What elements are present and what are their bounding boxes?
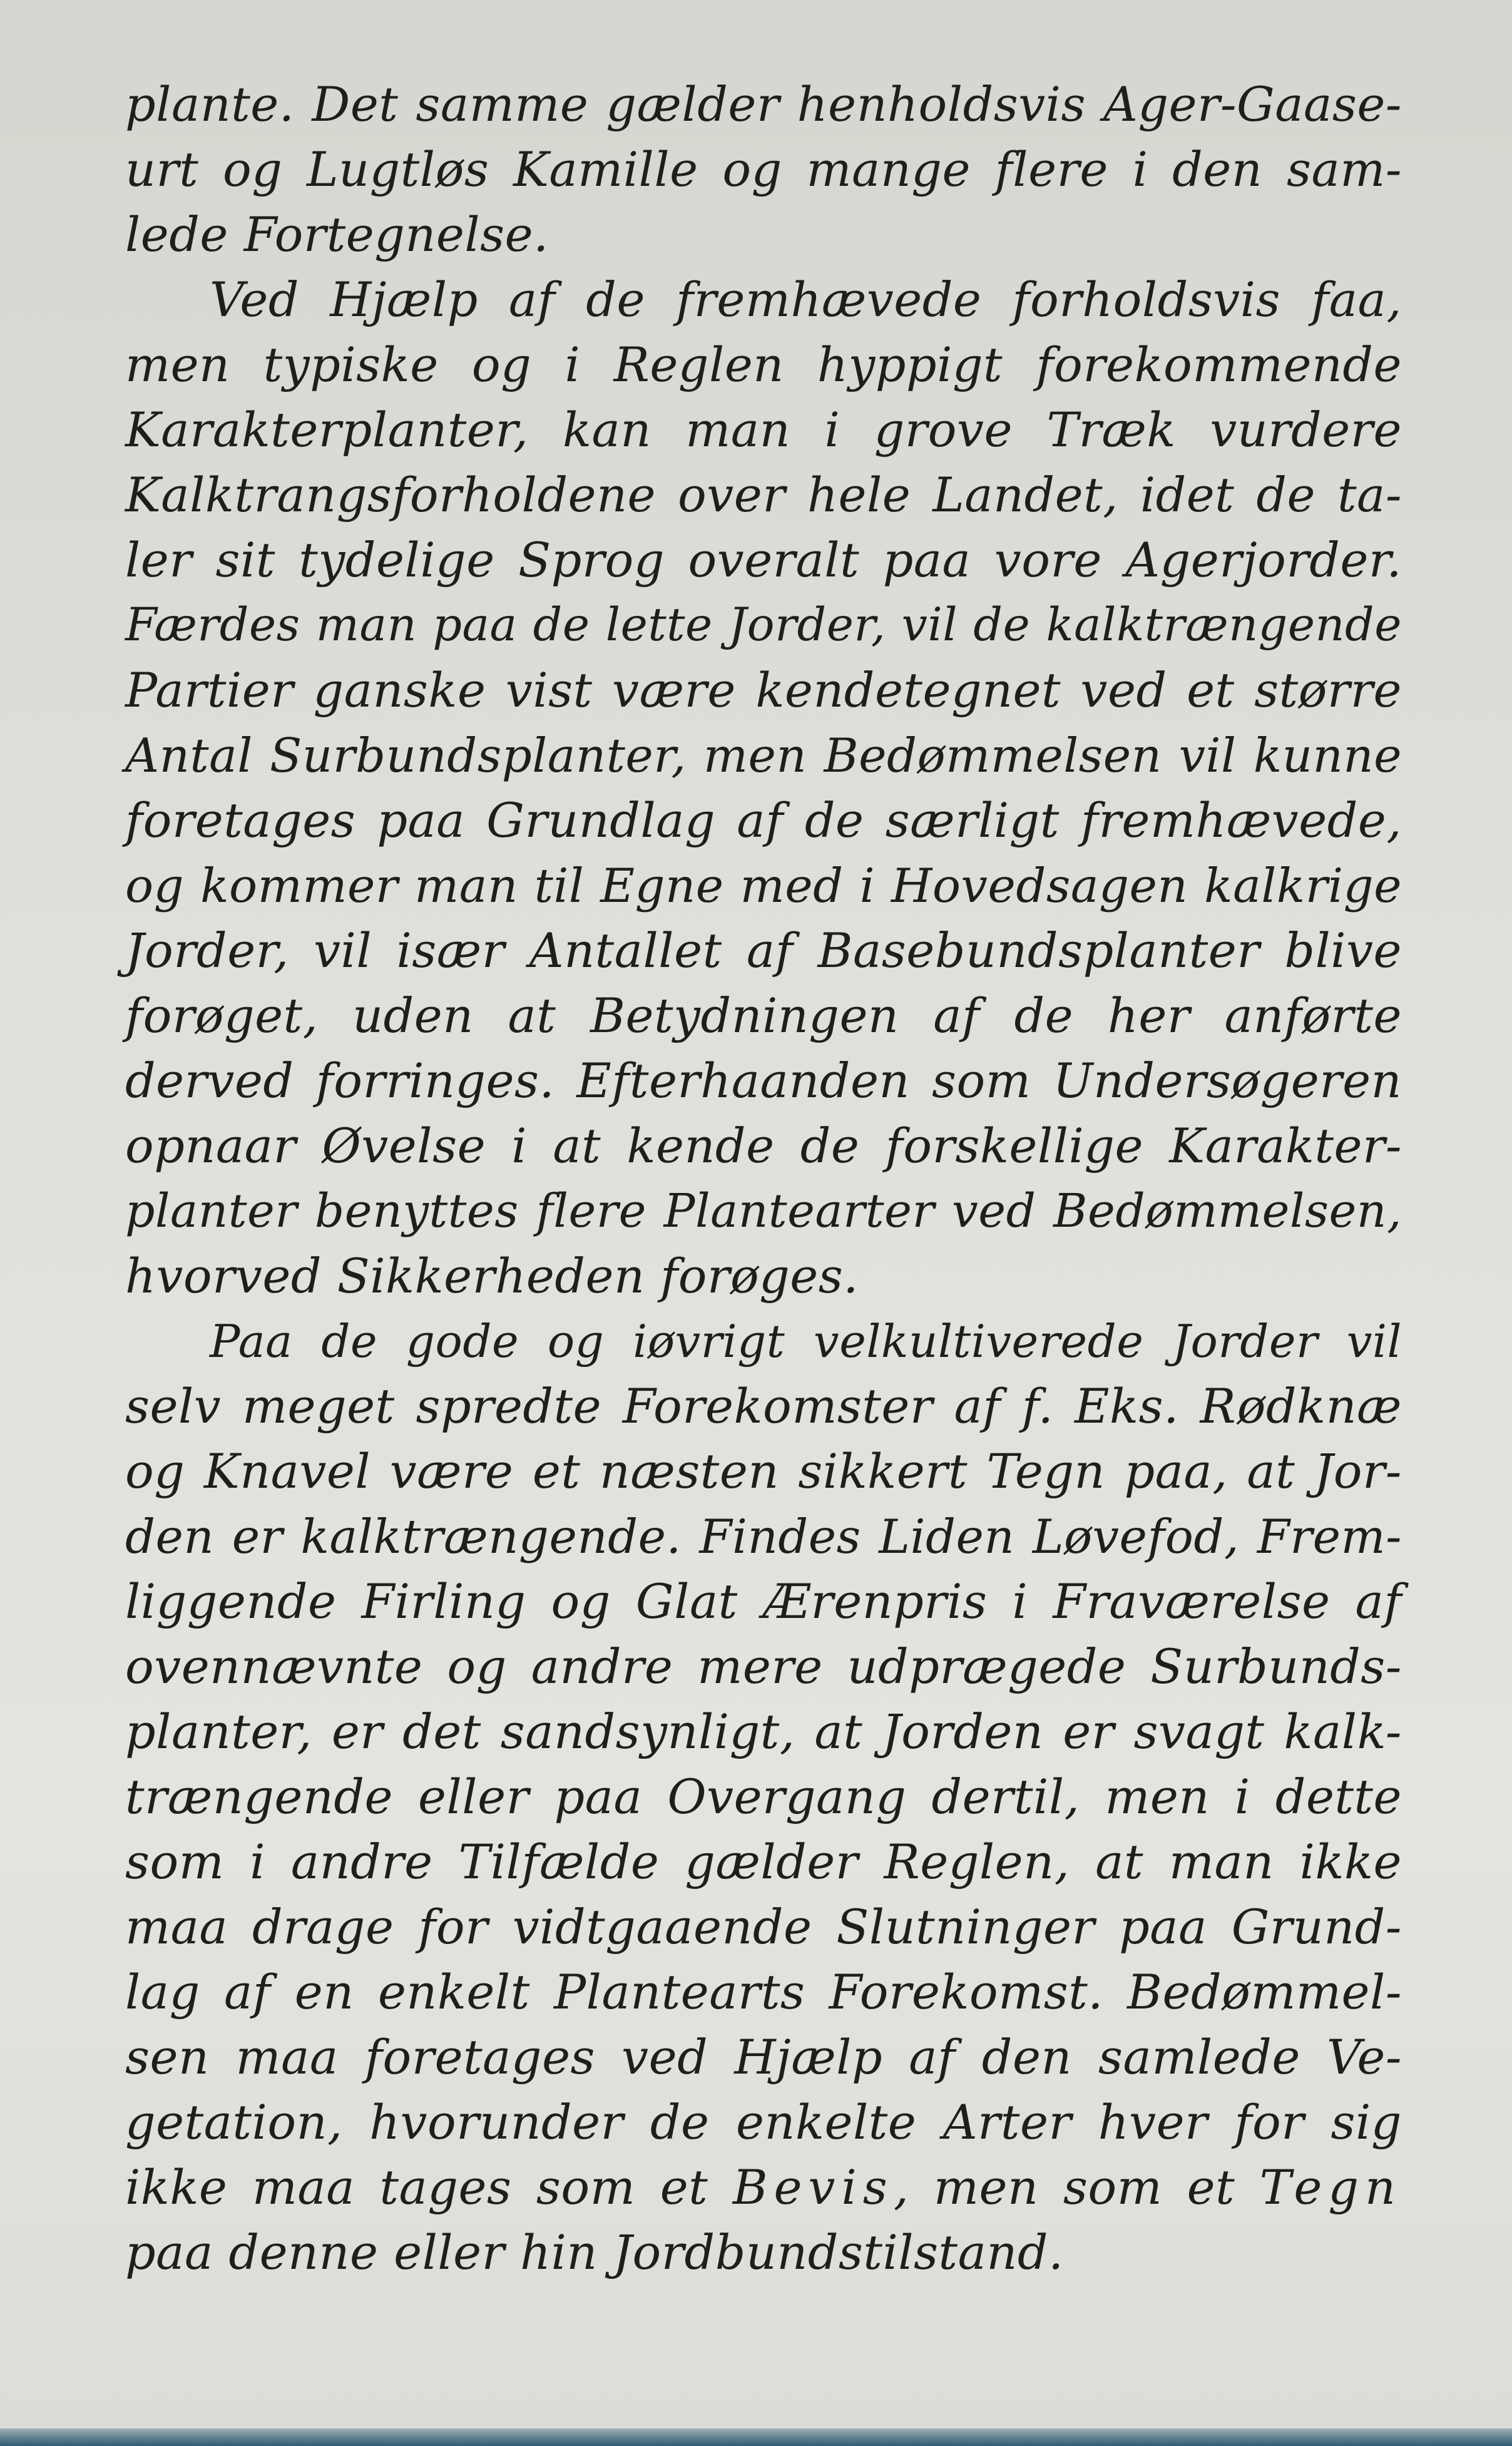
text-line: getation, hvorunder de enkelte Arter hver for sig [125,2094,1402,2150]
text-fragment: , men som et [893,2159,1235,2215]
text-line: lag af en enkelt Plantearts Forekomst. Bedømmel- [125,1964,1402,2020]
text-line: paa denne eller hin Jordbundstilstand. [125,2224,1064,2280]
paragraph-start-line: Ved Hjælp af de fremhævede forholdsvis faa, [210,272,1402,327]
text-line: sen maa foretages ved Hjælp af den samlede Ve- [125,2029,1402,2085]
text-line: Antal Surbundsplanter, men Bedømmelsen vil kunne [125,728,1402,783]
text-line: og kommer man til Egne med i Hovedsagen kalkrige [125,858,1402,913]
text-line: urt og Lugtløs Kamille og mange flere i den sam- [125,141,1402,197]
text-line: som i andre Tilfælde gælder Reglen, at man ikke [125,1834,1402,1890]
paragraph-start-line: Paa de gode og iøvrigt velkultiverede Jorder vil [210,1315,1402,1368]
text-line: liggende Firling og Glat Ærenpris i Fraværelse af [125,1574,1402,1629]
text-line: men typiske og i Reglen hyppigt forekommende [125,337,1402,392]
text-line: og Knavel være et næsten sikkert Tegn paa, at Jor- [125,1443,1402,1499]
emphasized-word-bevis: Bevis [732,2159,894,2215]
text-line: planter, er det sandsynligt, at Jorden er svagt kalk- [125,1704,1402,1759]
bottom-edge-band [0,2428,1512,2446]
text-line: ovennævnte og andre mere udprægede Surbunds- [125,1639,1402,1694]
text-line: Færdes man paa de lette Jorder, vil de kalktrængende [125,598,1402,652]
text-line: planter benyttes flere Plantearter ved Bedømmelsen, [125,1184,1402,1238]
text-line: trængende eller paa Overgang dertil, men i dette [125,1769,1402,1824]
text-line: forøget, uden at Betydningen af de her anførte [125,988,1402,1043]
text-line: hvorved Sikkerheden forøges. [125,1248,859,1304]
text-line: Jorder, vil især Antallet af Basebundsplanter blive [125,923,1402,978]
text-line: selv meget spredte Forekomster af f. Eks. Rødknæ [125,1378,1402,1434]
text-fragment: ikke maa tages som et [125,2159,708,2215]
text-line: derved forringes. Efterhaanden som Undersøgeren [125,1053,1402,1108]
text-line: Kalktrangsforholdene over hele Landet, idet de ta- [125,467,1402,523]
emphasized-word-tegn: Tegn [1259,2159,1402,2215]
body-text [125,72,1402,2285]
text-line: den er kalktrængende. Findes Liden Løvefod, Frem- [125,1509,1402,1564]
text-line: maa drage for vidtgaaende Slutninger paa Grund- [125,1899,1402,1955]
text-line: foretages paa Grundlag af de særligt fremhævede, [125,792,1402,848]
text-line: Karakterplanter, kan man i grove Træk vurdere [125,402,1402,458]
text-line: Partier ganske vist være kendetegnet ved et større [125,662,1402,718]
text-line: plante. Det samme gælder henholdsvis Ager-Gaase- [125,76,1402,132]
text-line: lede Fortegnelse. [125,207,549,262]
text-line [125,2155,1402,2220]
text-line: opnaar Øvelse i at kende de forskellige Karakter- [125,1118,1402,1174]
text-line: ler sit tydelige Sprog overalt paa vore Agerjorder. [125,532,1402,588]
